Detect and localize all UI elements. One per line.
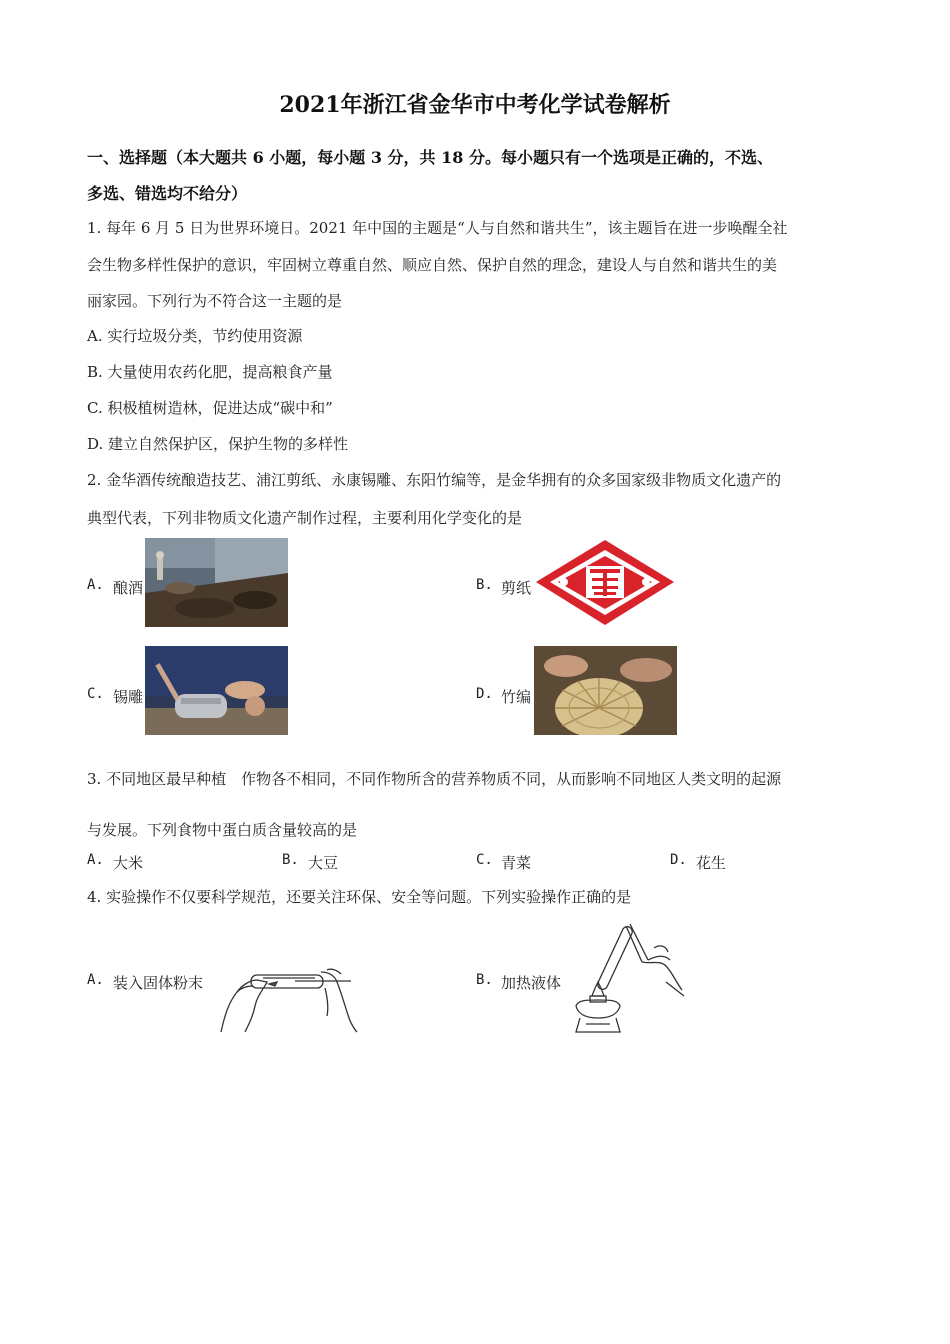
q4-line1: 4. 实验操作不仅要科学规范，还要关注环保、安全等问题。下列实验操作正确的是 [87,888,632,906]
q2-option-b-letter: B. [476,577,493,593]
q2-option-a-letter: A. [87,577,104,593]
q2-option-c-text: 锡雕 [113,688,144,706]
page-title: 2021年浙江省金华市中考化学试卷解析 [279,92,671,118]
q2-option-a-text: 酿酒 [113,579,144,597]
q4-option-b-letter: B. [476,972,493,988]
q2-option-d-text: 竹编 [501,688,532,706]
q3-option-b-text: 大豆 [308,854,339,872]
q3-line2: 与发展。下列食物中蛋白质含量较高的是 [87,821,358,839]
q2-option-b-text: 剪纸 [501,579,532,597]
q3-option-a-letter: A. [87,852,104,868]
q2-option-c-letter: C. [87,686,104,702]
q3-option-a-text: 大米 [113,854,144,872]
section-heading-line2: 多选、错选均不给分） [87,184,248,203]
q4-option-b-text: 加热液体 [501,974,562,992]
q1-option-b: B. 大量使用农药化肥，提高粮食产量 [87,363,333,381]
q2-line2: 典型代表，下列非物质文化遗产制作过程，主要利用化学变化的是 [87,509,523,527]
q3-option-c-text: 青菜 [501,854,532,872]
powder-loading-illustration [215,962,363,1034]
q1-line2: 会生物多样性保护的意识，牢固树立尊重自然、顺应自然、保护自然的理念，建设人与自然和谐共生的美 [87,256,778,274]
q3-option-d-letter: D. [670,852,687,868]
q1-line3: 丽家园。下列行为不符合这一主题的是 [87,292,343,310]
q1-option-c: C. 积极植树造林，促进达成“碳中和” [87,399,333,417]
tin-carving-photo [145,646,288,735]
q2-option-d-letter: D. [476,686,493,702]
paper-cutting-image [534,538,677,627]
q1-option-d: D. 建立自然保护区，保护生物的多样性 [87,435,349,453]
q2-line1: 2. 金华酒传统酿造技艺、浦江剪纸、永康锡雕、东阳竹编等，是金华拥有的众多国家级非物质文化遗产的 [87,471,782,489]
q4-option-a-text: 装入固体粉末 [113,974,204,992]
q3-line1: 3. 不同地区最早种植 作物各不相同，不同作物所含的营养物质不同，从而影响不同地区人类文明的起源 [87,770,782,788]
q3-option-c-letter: C. [476,852,493,868]
q1-line1: 1. 每年 6 月 5 日为世界环境日。2021 年中国的主题是“人与自然和谐共生”，该主题旨在进一步唤醒全社 [87,219,788,237]
q1-option-a: A. 实行垃圾分类，节约使用资源 [87,327,303,345]
heating-liquid-illustration [566,920,688,1036]
bamboo-weaving-photo [534,646,677,735]
section-heading-line1: 一、选择题（本大题共 6 小题，每小题 3 分，共 18 分。每小题只有一个选项是正确的，不选、 [87,148,773,167]
q4-option-a-letter: A. [87,972,104,988]
q3-option-d-text: 花生 [696,854,727,872]
brewing-photo [145,538,288,627]
q3-option-b-letter: B. [282,852,299,868]
